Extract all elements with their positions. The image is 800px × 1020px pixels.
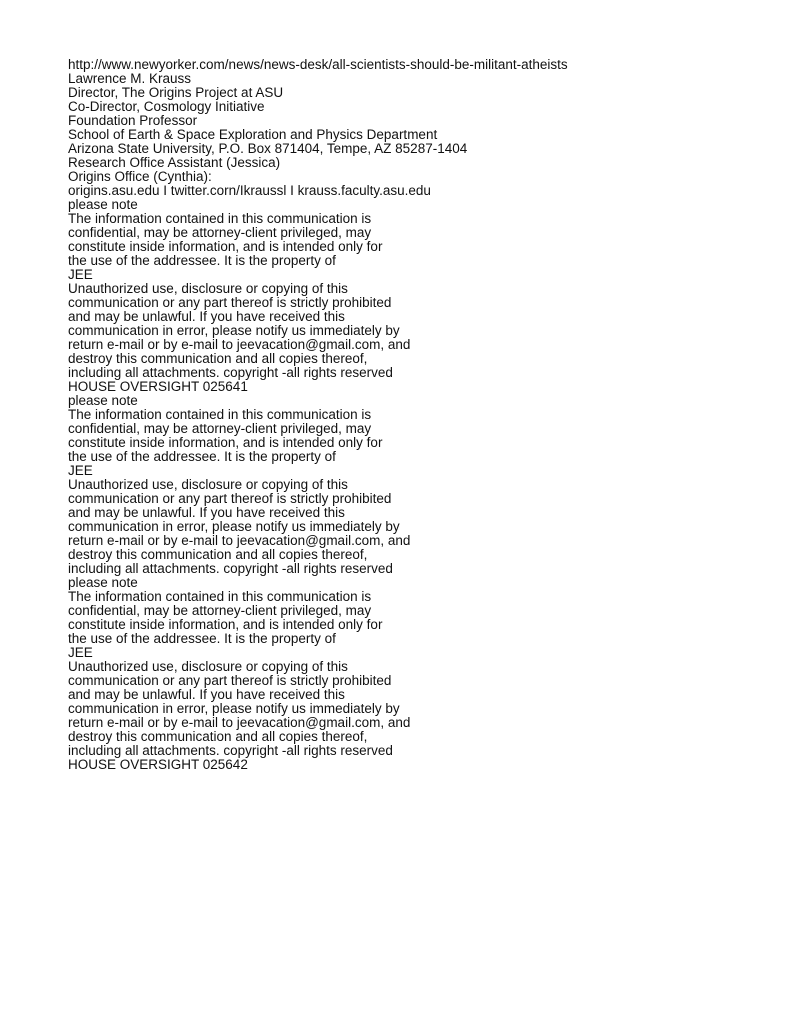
notice-line: confidential, may be attorney-client privileged, may [68,603,372,618]
notice-line: please note [68,393,138,408]
notice-line: Unauthorized use, disclosure or copying of this [68,477,348,492]
notice-line: constitute inside information, and is intended only for [68,239,383,254]
notice-line: please note [68,197,138,212]
notice-line: communication or any part thereof is strictly prohibited [68,673,392,688]
confidentiality-notice [68,198,768,394]
notice-line: return e-mail or by e-mail to jeevacation@gmail.com, and [68,337,411,352]
notice-line: The information contained in this communication is [68,589,372,604]
notice-line: confidential, may be attorney-client privileged, may [68,225,372,240]
signature-title: Foundation Professor [68,113,198,128]
notice-line: communication or any part thereof is strictly prohibited [68,295,392,310]
signature-title: Co-Director, Cosmology Initiative [68,99,265,114]
notice-line: communication or any part thereof is strictly prohibited [68,491,392,506]
notice-line: JEE [68,645,93,660]
notice-line: The information contained in this communication is [68,407,372,422]
notice-line: the use of the addressee. It is the property of [68,253,336,268]
notice-line: confidential, may be attorney-client privileged, may [68,421,372,436]
notice-line: JEE [68,267,93,282]
bates-number: HOUSE OVERSIGHT 025641 [68,379,248,394]
signature-address: Arizona State University, P.O. Box 871404, Tempe, AZ 85287-1404 [68,141,468,156]
notice-line: return e-mail or by e-mail to jeevacation@gmail.com, and [68,533,411,548]
notice-line: constitute inside information, and is intended only for [68,617,383,632]
notice-line: including all attachments. copyright -all rights reserved [68,365,393,380]
confidentiality-notice [68,576,768,772]
notice-line: and may be unlawful. If you have received this [68,505,345,520]
notice-line: destroy this communication and all copies thereof, [68,351,368,366]
signature-assistant: Research Office Assistant (Jessica) [68,155,281,170]
signature-department: School of Earth & Space Exploration and Physics Department [68,127,438,142]
notice-line: including all attachments. copyright -all rights reserved [68,561,393,576]
document-page [68,58,768,772]
notice-line: constitute inside information, and is intended only for [68,435,383,450]
notice-line: and may be unlawful. If you have received this [68,687,345,702]
notice-line: Unauthorized use, disclosure or copying of this [68,281,348,296]
notice-line: including all attachments. copyright -all rights reserved [68,743,393,758]
signature-title: Director, The Origins Project at ASU [68,85,284,100]
notice-line: Unauthorized use, disclosure or copying of this [68,659,348,674]
notice-line: return e-mail or by e-mail to jeevacation@gmail.com, and [68,715,411,730]
source-url: http://www.newyorker.com/news/news-desk/all-scientists-should-be-militant-atheists [68,57,568,72]
signature-links: origins.asu.edu I twitter.corn/Ikraussl I krauss.faculty.asu.edu [68,183,431,198]
notice-line: destroy this communication and all copies thereof, [68,729,368,744]
notice-line: and may be unlawful. If you have received this [68,309,345,324]
notice-line: communication in error, please notify us immediately by [68,323,400,338]
notice-line: communication in error, please notify us immediately by [68,701,400,716]
notice-line: the use of the addressee. It is the property of [68,631,336,646]
signature-name: Lawrence M. Krauss [68,71,192,86]
notice-line: JEE [68,463,93,478]
signature-block [68,72,768,198]
bates-number: HOUSE OVERSIGHT 025642 [68,757,248,772]
notice-line: please note [68,575,138,590]
notice-line: the use of the addressee. It is the property of [68,449,336,464]
confidentiality-notice [68,394,768,576]
signature-office: Origins Office (Cynthia): [68,169,212,184]
notice-line: destroy this communication and all copies thereof, [68,547,368,562]
notice-line: communication in error, please notify us immediately by [68,519,400,534]
notice-line: The information contained in this communication is [68,211,372,226]
